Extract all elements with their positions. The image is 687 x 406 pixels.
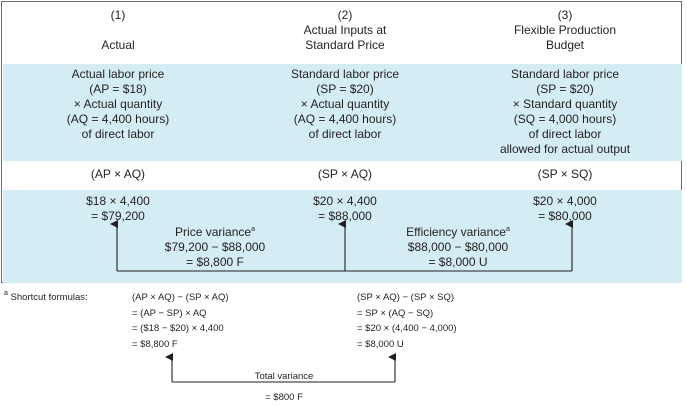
detail-line: of direct labor <box>308 127 382 141</box>
result-line: = $79,200 <box>91 209 145 223</box>
result-line: $20 × 4,400 <box>313 194 377 208</box>
formula-line: = SP × (AQ − SQ) <box>357 307 434 319</box>
column-number: (3) <box>557 8 573 22</box>
efficiency-variance-line: $88,000 − $80,000 <box>407 240 509 254</box>
detail-line: × Standard quantity <box>512 97 618 111</box>
detail-line: (SP = $20) <box>536 82 594 96</box>
result-line: = $80,000 <box>538 209 592 223</box>
total-variance-value: = $800 F <box>265 392 303 403</box>
column-number: (2) <box>337 8 353 22</box>
result-line: $18 × 4,400 <box>86 194 150 208</box>
detail-line: Standard labor price <box>290 67 400 81</box>
formula-line: = (AP − SP) × AQ <box>132 307 207 319</box>
column-number: (1) <box>110 8 126 22</box>
footnote-marker: a <box>251 226 255 233</box>
price-variance-label: Price variance$^a$ <box>175 225 255 239</box>
formula-flexible-budget: (SP × SQ) <box>537 167 593 181</box>
footnote-marker: a <box>505 226 510 233</box>
column-title-line: Actual Inputs at <box>303 23 387 37</box>
formula-line: (SP × AQ) − (SP × SQ) <box>357 292 455 303</box>
formula-line: (AP × AQ) − (SP × AQ) <box>132 292 229 303</box>
detail-line: allowed for actual output <box>499 142 631 156</box>
detail-line: × Actual quantity <box>73 97 163 111</box>
price-variance-line: $79,200 − $88,000 <box>164 240 266 254</box>
total-variance <box>222 370 346 404</box>
shortcut-price-formula <box>132 290 229 352</box>
result-line: = $88,000 <box>318 209 372 223</box>
detail-line: Actual labor price <box>71 67 165 81</box>
column-title-line: Actual <box>101 38 135 52</box>
detail-line: of direct labor <box>528 127 602 141</box>
price-variance-line: = $8,800 F <box>186 255 244 269</box>
column-title-line: Budget <box>545 38 585 52</box>
efficiency-variance-label: Efficiency variance$^a$ <box>406 225 510 239</box>
footnote-marker: a <box>4 290 8 297</box>
efficiency-variance-line: = $8,000 U <box>428 255 488 269</box>
column-title-line: Flexible Production <box>513 23 617 37</box>
detail-line: of direct labor <box>81 127 155 141</box>
detail-line: Standard labor price <box>510 67 620 81</box>
column-title-line: Standard Price <box>305 38 385 52</box>
formula-line: = $8,000 U <box>357 338 404 350</box>
formula-actual-inputs: (SP × AQ) <box>317 167 373 181</box>
formula-line: = $8,800 F <box>132 338 178 350</box>
detail-line: (AQ = 4,400 hours) <box>66 112 170 126</box>
result-line: $20 × 4,000 <box>533 194 597 208</box>
footnote-label: $^a$ Shortcut formulas: <box>4 290 88 303</box>
detail-line: (SQ = 4,000 hours) <box>513 112 617 126</box>
formula-actual: (AP × AQ) <box>90 167 146 181</box>
formula-line: = ($18 − $20) × 4,400 <box>132 323 224 334</box>
detail-line: (AQ = 4,400 hours) <box>293 112 397 126</box>
shortcut-efficiency-formula <box>357 290 457 352</box>
detail-line: (SP = $20) <box>316 82 374 96</box>
detail-line: (AP = $18) <box>89 82 147 96</box>
detail-line: × Actual quantity <box>300 97 390 111</box>
total-variance-label: Total variance <box>254 371 314 382</box>
formula-line: = $20 × (4,400 − 4,000) <box>357 323 457 334</box>
